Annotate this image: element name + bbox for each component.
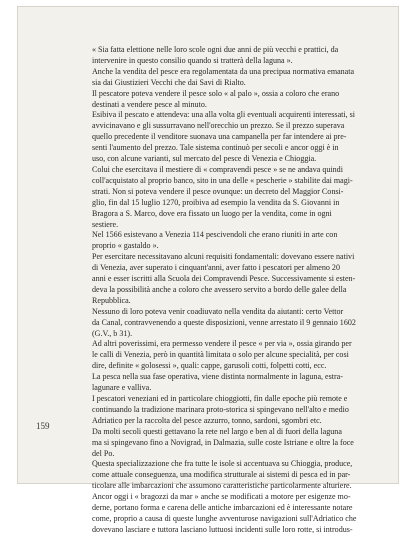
text-line: La pesca nella sua fase operativa, viene distinta normalmente in laguna, estra- [92,372,343,382]
text-line: Da molti secoli questi gettavano la rete nel largo e ben al di fuori della laguna [92,426,342,436]
text-line: Per esercitare necessitavano alcuni requisiti fondamentali: dovevano essere nativi [92,252,355,262]
text-line: sia dai Giustizieri Vecchi che dai Savi di Rialto. [92,77,246,87]
text-line: destinati a vendere pesce al minuto. [92,99,207,109]
text-line: dire, definite « golosessi », quali: cappe, garusoli cotti, folpetti cotti, ecc. [92,361,327,371]
text-line: deva la possibilità anche a coloro che avessero servito a bordo delle galee della [92,284,347,294]
text-line: Anche la vendita del pesce era regolamentata da una precipua normativa emanata [92,66,355,76]
text-line: da Canal, contravvenendo a queste disposizioni, venne arrestato il 9 gennaio 1602 [92,317,356,327]
text-line: uso, con alcune varianti, sul mercato del pesce di Venezia e Chioggia. [92,154,317,164]
text-line: quello precedente il venditore suonava una campanella per far intendere ai pre- [92,132,347,142]
text-line: « Sia fatta elettione nelle loro scole ogni due anni de più vecchi e prattici, da [92,45,339,54]
text-line: proprio « gastaldo ». [92,241,159,251]
text-line: derne, portano forma e carena delle antiche imbarcazioni ed è interessante notare [92,503,353,513]
text-line: Colui che esercitava il mestiere di « compravendi pesce » se ne andava quindi [92,164,343,174]
text-line: strati. Non si poteva vendere il pesce ovunque: un decreto del Maggior Consi- [92,186,344,196]
page-number: 159 [36,421,50,431]
text-line: di Venezia, aver superato i cinquant'anni, aver fatto i pescatori per almeno 20 [92,263,340,273]
text-line: lagunare e valliva. [92,383,152,393]
text-line: I pescatori veneziani ed in particolare chioggiotti, fin dalle epoche più remote e [92,394,348,403]
text-line: ticolare alle imbarcazioni che assumono caratteristiche particolarmente alturiere. [92,481,352,491]
text-line: del Po. [92,448,115,458]
text-line: (G.V., b 31). [92,328,133,338]
text-line: dovevano lasciare e tuttora lasciano luttuosi incidenti sulle loro rotte, si introdus- [92,524,353,534]
text-line: le calli di Venezia, però in quantità limitata o solo per alcune specialità, per cosi [92,350,349,360]
text-line: avvicinavano e gli sussurravano nell'orecchio un prezzo. Se il prezzo superava [92,121,345,131]
text-line: come, proprio a causa di queste lunghe avventurose navigazioni sull'Adriatico che [92,513,357,523]
text-line: Nessuno di loro poteva venir coadiuvato nella vendita da aiutanti: certo Vettor [92,306,344,316]
text-line: Esibiva il pescato e attendeva: una alla volta gli eventuali acquirenti interessati, si [92,110,355,120]
text-line: Il pescatore poteva vendere il pesce solo « al palo », ossia a coloro che erano [92,88,340,98]
text-line: coll'acquistato al proprio banco, sito in una delle « pescherie » stabilite dai magi- [92,175,353,185]
text-line: Ad altri poverissimi, era permesso vendere il pesce « per via », ossia girando per [92,339,352,349]
text-line: continuando la tradizione marinara proto-storica si spingevano nell'alto e medio [92,404,349,414]
text-line: Questa specializzazione che fra tutte le isole si accentuava su Chioggia, produce, [92,459,353,469]
text-line: Nel 1566 esistevano a Venezia 114 pescivendoli che erano riuniti in arte con [92,230,338,240]
text-line: anni e esser iscritti alla Scuola dei Compravendi Pesce. Successivamente si esten- [92,274,356,284]
text-line: Bragora a S. Marco, dove era fissato un luogo per la vendita, come in ogni [92,208,332,218]
text-line: ma si spingevano fino a Novigrad, in Dalmazia, sulle coste Istriane e oltre la foce [92,437,354,447]
body-text [92,45,398,536]
text-line: intervenire in questo consilio quando si tratterà della laguna ». [92,55,293,65]
text-line: sestiere. [92,219,119,229]
book-page [17,6,399,534]
text-line: Adriatico per la raccolta del pesce azzurro, tonno, sardoni, sgombri etc. [92,415,322,425]
text-line: come attuale conseguenza, una modifica strutturale ai sistemi di pesca ed in par- [92,470,351,480]
text-line: Repubblica. [92,295,131,305]
text-line: glio, fin dal 15 luglio 1270, proibiva ad esempio la vendita da S. Giovanni in [92,197,340,207]
text-line: Ancor oggi i « bragozzi da mar » anche se modificati a motore per esigenze mo- [92,492,351,502]
text-line: senti l'aumento del prezzo. Tale sistema continuò per secoli e ancor oggi è in [92,143,339,153]
